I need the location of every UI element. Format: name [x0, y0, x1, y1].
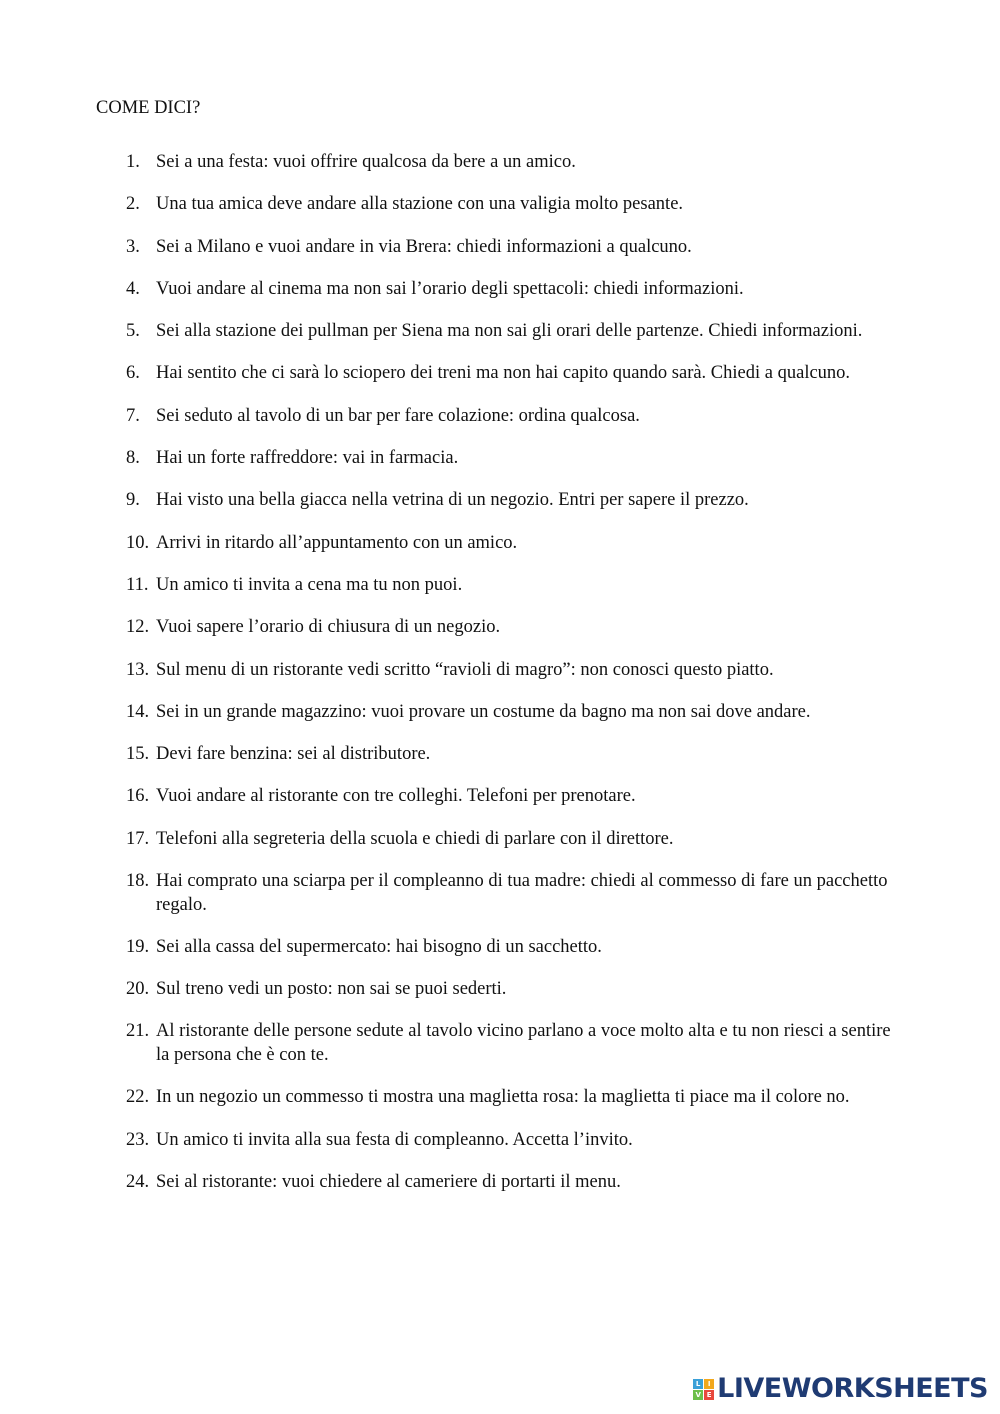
- item-number: 1.: [126, 152, 140, 172]
- item-number: 4.: [126, 278, 140, 299]
- list-item: [0, 489, 901, 513]
- item-number: 14.: [126, 701, 150, 722]
- item-number: 11.: [126, 574, 149, 595]
- logo-mark-square: E: [704, 1390, 714, 1400]
- item-number: 3.: [126, 236, 140, 257]
- list-item: [0, 405, 901, 429]
- item-number: 24.: [126, 1171, 150, 1192]
- item-text: Sei seduto al tavolo di un bar per fare colazione: ordina qualcosa.: [156, 405, 640, 426]
- item-number: 20.: [126, 979, 150, 1000]
- list-item: [0, 151, 901, 175]
- logo-text: LIVEWORKSHEETS: [717, 1373, 988, 1404]
- item-text: Un amico ti invita alla sua festa di compleanno. Accetta l’invito.: [156, 1129, 633, 1150]
- list-item: [0, 616, 901, 640]
- logo-mark-square: L: [693, 1379, 703, 1389]
- item-text: Arrivi in ritardo all’appuntamento con un amico.: [156, 532, 518, 553]
- list-item: [0, 1171, 901, 1195]
- list-item: [0, 870, 901, 917]
- item-number: 8.: [126, 448, 140, 469]
- item-number: 15.: [126, 744, 150, 765]
- item-text: In un negozio un commesso ti mostra una maglietta rosa: la maglietta ti piace ma il colore no.: [156, 1087, 850, 1108]
- item-text: Hai visto una bella giacca nella vetrina di un negozio. Entri per sapere il prezzo.: [156, 490, 749, 511]
- list-item: [0, 743, 901, 767]
- item-number: 9.: [126, 490, 140, 511]
- item-text: Sei a una festa: vuoi offrire qualcosa da bere a un amico.: [156, 152, 576, 172]
- item-text: Sei alla cassa del supermercato: hai bisogno di un sacchetto.: [156, 936, 602, 957]
- item-number: 6.: [126, 363, 140, 384]
- list-item: [0, 236, 901, 260]
- list-item: [0, 447, 901, 471]
- list-item: [0, 574, 901, 598]
- list-item: [0, 278, 901, 302]
- item-number: 7.: [126, 405, 140, 426]
- page-title: COME DICI?: [96, 98, 201, 118]
- list-item: [0, 701, 901, 725]
- logo-mark-square: V: [693, 1390, 703, 1400]
- item-text: Hai un forte raffreddore: vai in farmacia.: [156, 448, 459, 469]
- list-item: [0, 659, 901, 683]
- list-item: [0, 978, 901, 1002]
- item-text: Un amico ti invita a cena ma tu non puoi.: [156, 574, 463, 595]
- item-number: 2.: [126, 194, 140, 215]
- list-item: [0, 1129, 901, 1153]
- list-item: [0, 828, 901, 852]
- item-text: Telefoni alla segreteria della scuola e chiedi di parlare con il direttore.: [156, 828, 674, 849]
- liveworksheets-logo: [693, 1374, 988, 1404]
- item-text: Sul menu di un ristorante vedi scritto “ravioli di magro”: non conosci questo piatto.: [156, 659, 774, 680]
- logo-mark-square: I: [704, 1379, 714, 1389]
- item-number: 10.: [126, 532, 150, 553]
- item-number: 19.: [126, 936, 150, 957]
- liveworksheets-logo-icon: [693, 1379, 714, 1400]
- item-text: Hai sentito che ci sarà lo sciopero dei treni ma non hai capito quando sarà. Chiedi a qualcuno.: [156, 363, 851, 384]
- item-text: Vuoi sapere l’orario di chiusura di un negozio.: [156, 617, 501, 638]
- item-number: 18.: [126, 871, 150, 892]
- item-number: 21.: [126, 1021, 150, 1042]
- item-text: Sei a Milano e vuoi andare in via Brera: chiedi informazioni a qualcuno.: [156, 236, 692, 257]
- list-item: [0, 320, 901, 344]
- item-text: Sul treno vedi un posto: non sai se puoi sederti.: [156, 979, 507, 1000]
- list-item: [0, 1086, 901, 1110]
- item-number: 23.: [126, 1129, 150, 1150]
- item-number: 17.: [126, 828, 150, 849]
- item-number: 13.: [126, 659, 150, 680]
- item-text: Al ristorante delle persone sedute al tavolo vicino parlano a voce molto alta e tu non riesci a sentire la persona che è con te.: [156, 1021, 891, 1065]
- list-item: [0, 785, 901, 809]
- item-text: Una tua amica deve andare alla stazione con una valigia molto pesante.: [156, 194, 684, 215]
- list-item: [0, 532, 901, 556]
- item-text: Vuoi andare al cinema ma non sai l’orario degli spettacoli: chiedi informazioni.: [156, 278, 744, 299]
- item-text: Sei alla stazione dei pullman per Siena ma non sai gli orari delle partenze. Chiedi informazioni.: [156, 321, 863, 342]
- list-item: [0, 936, 901, 960]
- item-text: Sei in un grande magazzino: vuoi provare un costume da bagno ma non sai dove andare.: [156, 701, 811, 722]
- item-number: 22.: [126, 1087, 150, 1108]
- list-item: [0, 1020, 901, 1067]
- exercise-list: [0, 151, 1000, 1213]
- item-number: 5.: [126, 321, 140, 342]
- item-number: 16.: [126, 786, 150, 807]
- item-text: Hai comprato una sciarpa per il compleanno di tua madre: chiedi al commesso di fare un pacchetto regalo.: [156, 871, 888, 915]
- list-item: [0, 193, 901, 217]
- item-number: 12.: [126, 617, 150, 638]
- list-item: [0, 362, 901, 386]
- item-text: Sei al ristorante: vuoi chiedere al cameriere di portarti il menu.: [156, 1171, 621, 1192]
- item-text: Vuoi andare al ristorante con tre colleghi. Telefoni per prenotare.: [156, 786, 636, 807]
- item-text: Devi fare benzina: sei al distributore.: [156, 744, 431, 765]
